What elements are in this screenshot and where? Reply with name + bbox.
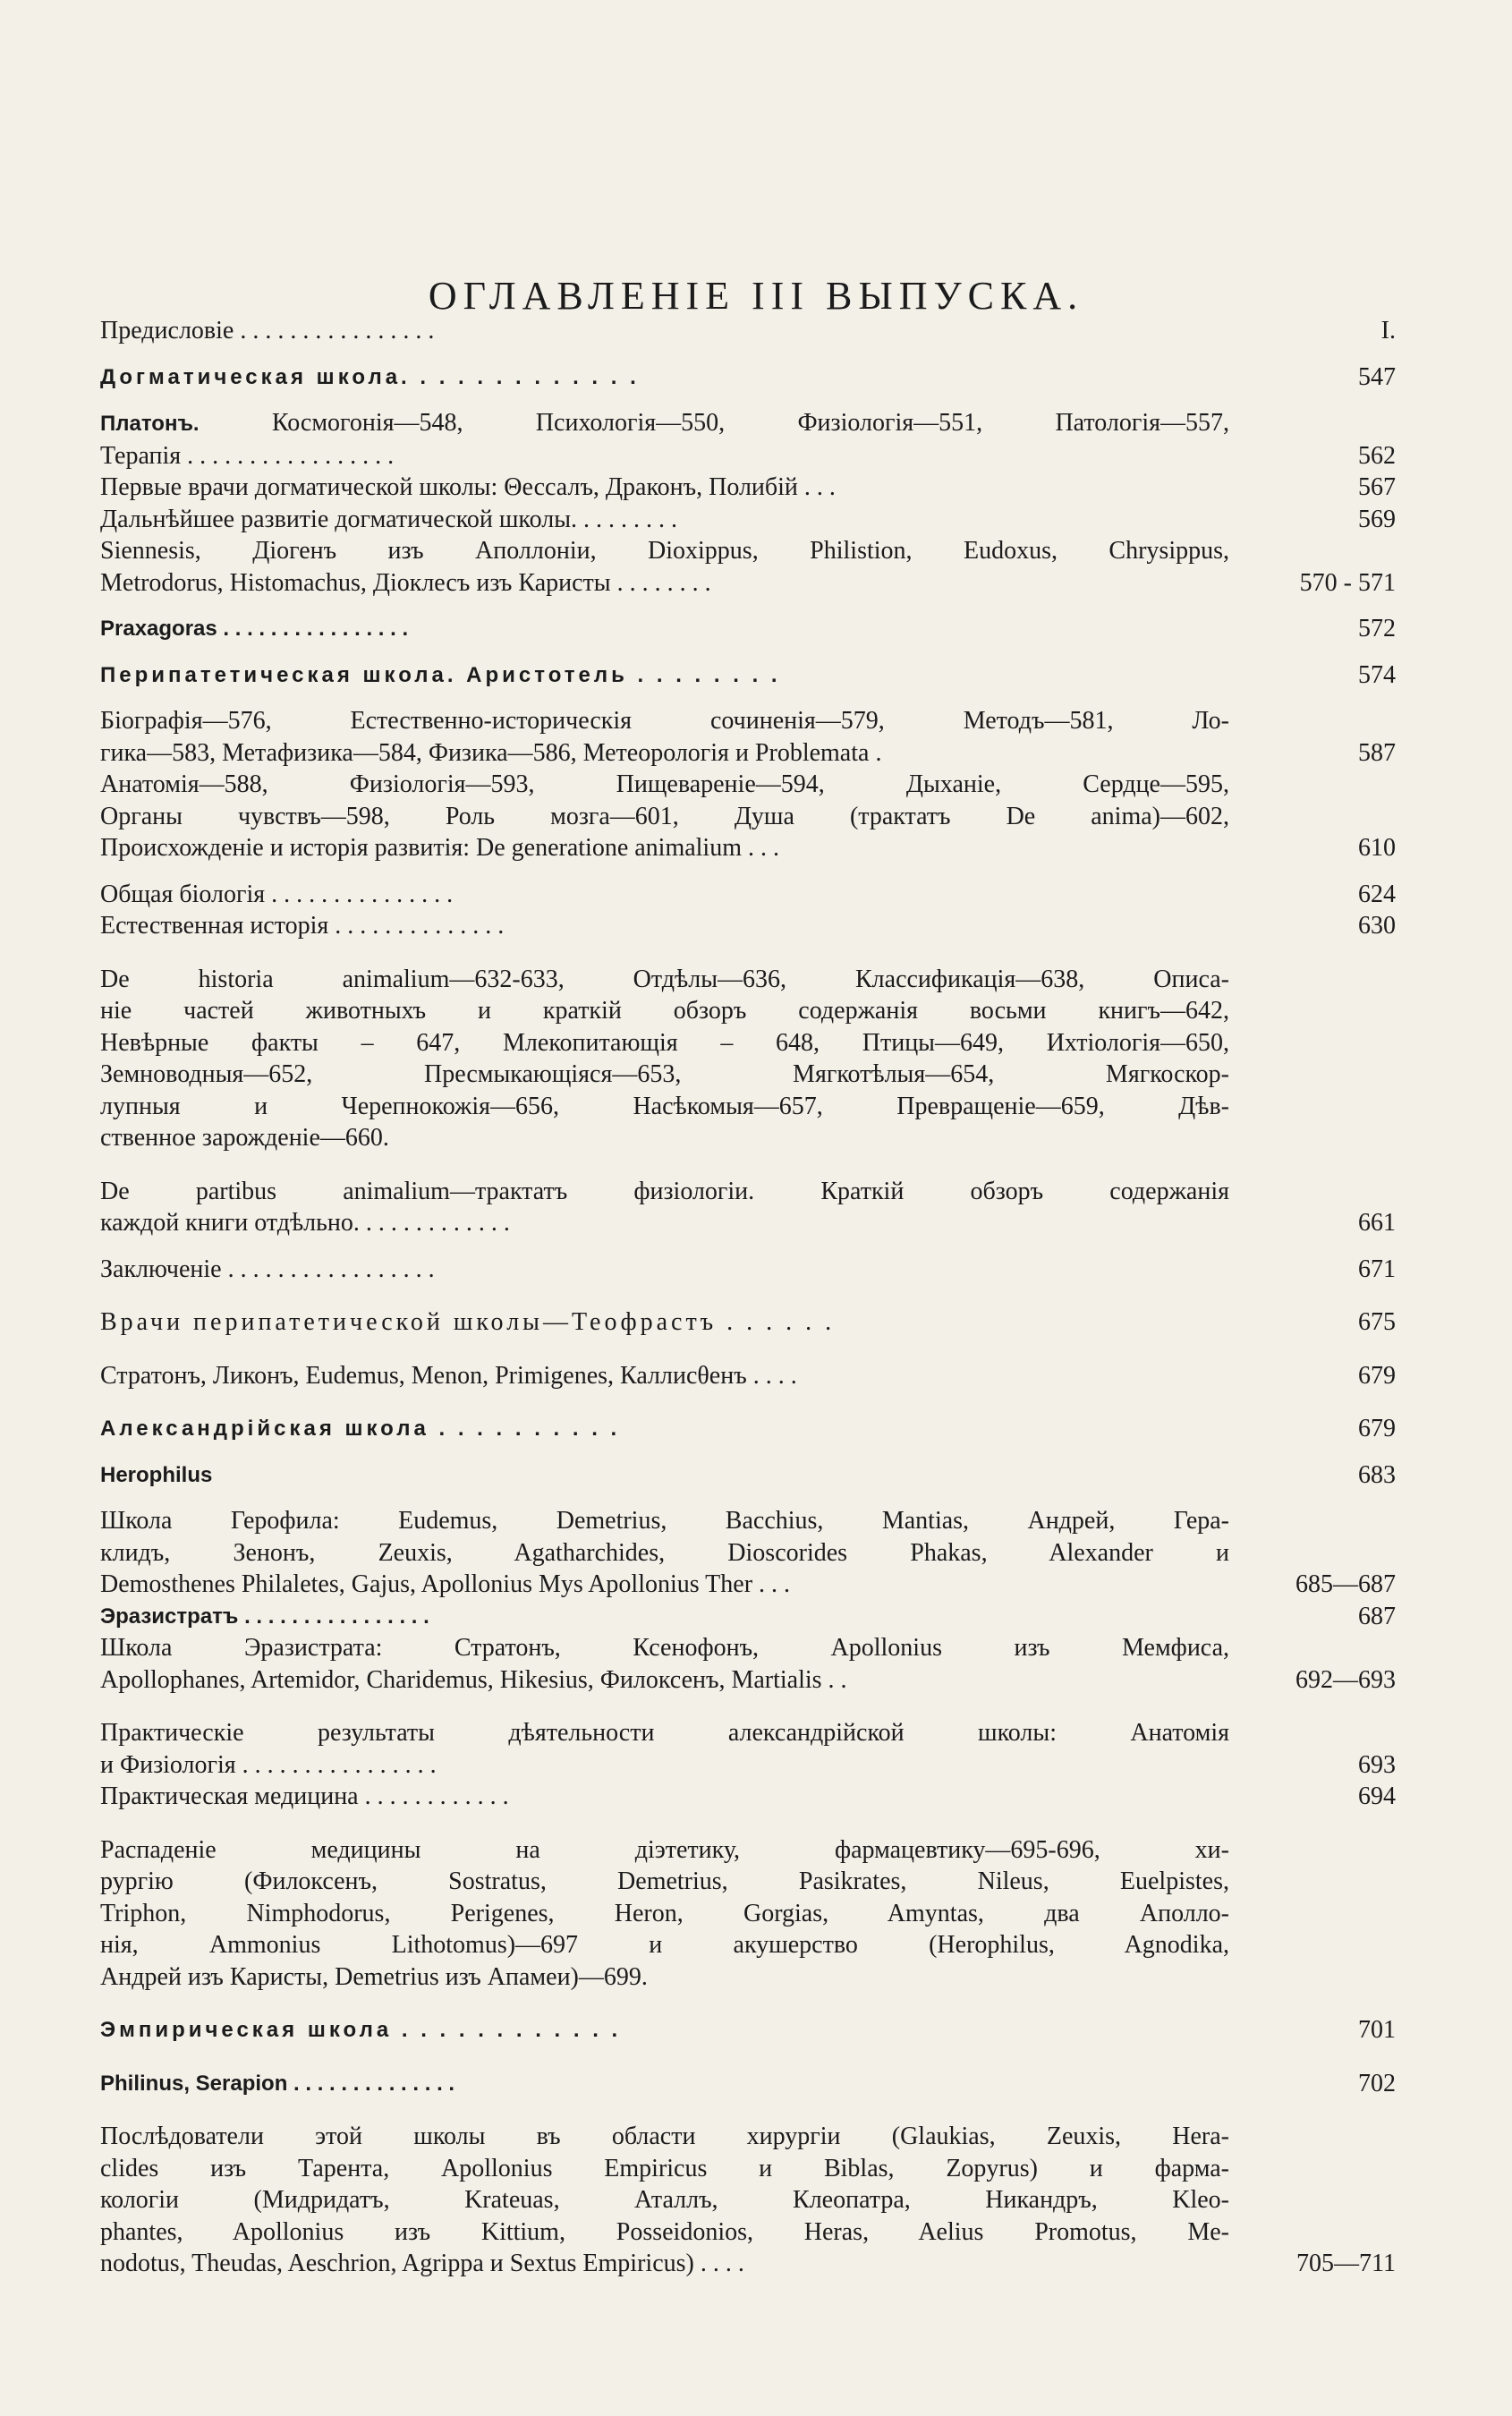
- toc-line: Александрійская школа . . . . . . . . . .: [100, 1416, 621, 1441]
- toc-page-number: 687: [1358, 1602, 1396, 1630]
- toc-line: гика—583, Метафизика—584, Физика—586, Метеорологія и Problemata .: [100, 738, 882, 767]
- toc-entry: [100, 659, 1396, 692]
- toc-line: рургію (Филоксенъ, Sostratus, Demetrius, Pasikrates, Nileus, Euelpistes,: [100, 1867, 1229, 1895]
- toc-line: clides изъ Тарента, Apollonius Empiricus и Biblas, Zopyrus) и фарма-: [100, 2154, 1229, 2182]
- toc-line: Siennesis, Діогенъ изъ Аполлоніи, Dioxippus, Philistion, Eudoxus, Chrysippus,: [100, 537, 1229, 565]
- toc-entry: [100, 1254, 1396, 1286]
- toc-line: Philinus, Serapion . . . . . . . . . . . . . .: [100, 2071, 455, 2096]
- toc-entry-text: [100, 1306, 1229, 1339]
- toc-line: Первые врачи догматической школы: Θессалъ, Драконъ, Полибій . . .: [100, 473, 836, 501]
- toc-entry: [100, 1781, 1396, 1813]
- toc-entry: [100, 705, 1396, 769]
- toc-line: Школа Эразистрата: Стратонъ, Ксенофонъ, Apollonius изъ Мемфиса,: [100, 1634, 1229, 1662]
- toc-entry: [100, 769, 1396, 864]
- toc-line: Терапія . . . . . . . . . . . . . . . . .: [100, 441, 395, 470]
- toc-line: Врачи перипатетической школы—Теофрастъ . . . . . .: [100, 1308, 836, 1336]
- toc-line: De historia animalium—632-633, Отдѣлы—636, Классификація—638, Описа-: [100, 965, 1229, 993]
- toc-entry: [100, 1413, 1396, 1445]
- toc-line: ственное зарожденіе—660.: [100, 1124, 389, 1152]
- toc-page-number: 679: [1358, 1361, 1396, 1390]
- toc-page-number: 679: [1358, 1415, 1396, 1442]
- toc-line: Органы чувствъ—598, Роль мозга—601, Душа (трактатъ De anima)—602,: [100, 802, 1229, 830]
- toc-line: Предисловіе . . . . . . . . . . . . . . . .: [100, 317, 435, 345]
- toc-entry-text: [100, 2014, 1229, 2046]
- toc-page-number: 630: [1358, 912, 1396, 940]
- toc-page-number: 624: [1358, 880, 1396, 908]
- toc-entry-text: [100, 1360, 1229, 1392]
- page-title: ОГЛАВЛЕНІЕ III ВЫПУСКА.: [428, 274, 1084, 319]
- toc-entry: [100, 407, 1396, 472]
- toc-page-number: 675: [1358, 1308, 1396, 1336]
- toc-line: Заключеніе . . . . . . . . . . . . . . . . .: [100, 1255, 435, 1283]
- toc-page-number: 685—687: [1295, 1570, 1396, 1598]
- toc-entry: [100, 362, 1396, 394]
- toc-line: Естественная исторія . . . . . . . . . . . . . .: [100, 912, 505, 940]
- toc-line: Происхожденіе и исторія развитія: De generatione animalium . . .: [100, 834, 779, 862]
- toc-entry-text: [100, 362, 1229, 394]
- toc-page-number: 547: [1358, 362, 1396, 391]
- toc-entry-text: [100, 1717, 1229, 1781]
- toc-entry-text: [100, 659, 1229, 692]
- toc-page-number: 671: [1358, 1255, 1396, 1283]
- toc-line: nodotus, Theudas, Aeschrion, Agrippa и Sextus Empiricus) . . . .: [100, 2250, 744, 2277]
- toc-line: Herophilus: [100, 1462, 213, 1487]
- toc-line: каждой книги отдѣльно. . . . . . . . . . . . .: [100, 1209, 510, 1237]
- toc-entry: [100, 1176, 1396, 1239]
- toc-entry-text: [100, 964, 1229, 1154]
- toc-entry-text: [100, 315, 1229, 347]
- toc-entry-text: [100, 1413, 1229, 1445]
- toc-line: и Физіологія . . . . . . . . . . . . . . . .: [100, 1750, 437, 1779]
- table-of-contents: [100, 315, 1396, 2280]
- toc-page-number: 572: [1358, 615, 1396, 642]
- toc-page-number: 570 - 571: [1299, 568, 1396, 597]
- toc-line: Эразистратъ . . . . . . . . . . . . . . . .: [100, 1604, 429, 1629]
- toc-line: Triphon, Nimphodorus, Perigenes, Heron, Gorgias, Amyntas, два Аполло-: [100, 1899, 1229, 1927]
- toc-page-number: 705—711: [1296, 2250, 1396, 2277]
- toc-line: Apollophanes, Artemidor, Charidemus, Hikesius, Филоксенъ, Martialis . .: [100, 1665, 847, 1694]
- toc-line: Андрей изъ Каристы, Demetrius изъ Апамеи)—699.: [100, 1962, 648, 1991]
- toc-page-number: I.: [1380, 317, 1396, 345]
- toc-line: Практическая медицина . . . . . . . . . . . .: [100, 1782, 509, 1810]
- toc-line: Перипатетическая школа. Аристотель . . . . . . . .: [100, 662, 781, 687]
- toc-line: лупныя и Черепнокожія—656, Насѣкомыя—657, Превращеніе—659, Дѣв-: [100, 1092, 1229, 1120]
- toc-entry: [100, 2121, 1396, 2280]
- toc-entry: [100, 2014, 1396, 2046]
- toc-line: Біографія—576, Естественно-историческія сочиненія—579, Методъ—581, Ло-: [100, 707, 1229, 735]
- toc-entry-text: [100, 2068, 1229, 2100]
- toc-entry-text: [100, 910, 1229, 942]
- toc-page-number: 692—693: [1295, 1665, 1396, 1694]
- toc-entry-text: [100, 1601, 1229, 1633]
- toc-entry-text: [100, 1459, 1229, 1492]
- toc-line: Школа Герофила: Eudemus, Demetrius, Bacchius, Mantias, Андрей, Гера-: [100, 1507, 1229, 1535]
- toc-entry: [100, 315, 1396, 347]
- toc-entry-text: [100, 1254, 1229, 1286]
- toc-line: phantes, Apollonius изъ Kittium, Posseidonios, Heras, Aelius Promotus, Me-: [100, 2217, 1229, 2246]
- toc-line: Demosthenes Philaletes, Gajus, Apollonius Mys Apollonius Ther . . .: [100, 1570, 791, 1598]
- toc-entry-text: [100, 2121, 1229, 2280]
- toc-entry: [100, 1360, 1396, 1392]
- toc-entry: [100, 1459, 1396, 1492]
- toc-entry: [100, 1505, 1396, 1601]
- toc-entry-text: [100, 1834, 1229, 1994]
- toc-line: Земноводныя—652, Пресмыкающіяся—653, Мягкотѣлыя—654, Мягкоскор-: [100, 1060, 1229, 1088]
- toc-entry: [100, 879, 1396, 911]
- toc-entry: [100, 1834, 1396, 1994]
- toc-entry-text: [100, 472, 1229, 504]
- toc-entry-text: [100, 407, 1229, 472]
- toc-entry-text: [100, 1176, 1229, 1239]
- toc-line: Metrodorus, Histomachus, Діоклесъ изъ Каристы . . . . . . . .: [100, 568, 711, 597]
- toc-page-number: 567: [1358, 473, 1396, 501]
- toc-entry-text: [100, 1781, 1229, 1813]
- toc-entry-text: [100, 879, 1229, 911]
- toc-line: нія, Ammonius Lithotomus)—697 и акушерство (Herophilus, Agnodika,: [100, 1931, 1229, 1959]
- toc-entry-text: [100, 705, 1229, 769]
- toc-line: Praxagoras . . . . . . . . . . . . . . . .: [100, 617, 409, 641]
- toc-line: Догматическая школа. . . . . . . . . . . . .: [100, 364, 640, 389]
- toc-entry: [100, 2068, 1396, 2100]
- toc-line: Платонъ. Космогонія—548, Психологія—550, Физіологія—551, Патологія—557,: [100, 409, 1229, 437]
- toc-page-number: 683: [1358, 1460, 1396, 1489]
- toc-line: Стратонъ, Ликонъ, Eudemus, Menon, Primigenes, Каллисθенъ . . . .: [100, 1361, 797, 1390]
- toc-page-number: 661: [1358, 1209, 1396, 1237]
- toc-entry: [100, 1632, 1396, 1696]
- toc-entry: [100, 964, 1396, 1154]
- toc-page-number: 569: [1358, 505, 1396, 533]
- toc-page-number: 610: [1358, 834, 1396, 862]
- toc-entry-text: [100, 769, 1229, 864]
- toc-line: клидъ, Зенонъ, Zeuxis, Agatharchides, Dioscorides Phakas, Alexander и: [100, 1538, 1229, 1567]
- toc-line: Общая біологія . . . . . . . . . . . . . . .: [100, 880, 454, 908]
- toc-line: De partibus animalium—трактатъ физіологіи. Краткій обзоръ содержанія: [100, 1177, 1229, 1205]
- toc-line: Эмпирическая школа . . . . . . . . . . . .: [100, 2018, 622, 2042]
- toc-entry: [100, 535, 1396, 599]
- toc-line: Дальнѣйшее развитіе догматической школы. . . . . . . . .: [100, 505, 678, 533]
- toc-page-number: 562: [1358, 441, 1396, 470]
- toc-entry: [100, 472, 1396, 504]
- toc-page-number: 694: [1358, 1782, 1396, 1810]
- toc-entry: [100, 1601, 1396, 1633]
- toc-entry-text: [100, 1505, 1229, 1601]
- toc-entry-text: [100, 613, 1229, 645]
- toc-entry: [100, 1717, 1396, 1781]
- toc-line: кологіи (Мидридатъ, Krateuas, Аталлъ, Клеопатра, Никандръ, Kleo-: [100, 2186, 1229, 2214]
- toc-line: ніе частей животныхъ и краткій обзоръ содержанія восьми книгъ—642,: [100, 997, 1229, 1025]
- toc-page-number: 574: [1358, 660, 1396, 689]
- toc-entry: [100, 613, 1396, 645]
- toc-line: Послѣдователи этой школы въ области хирургіи (Glaukias, Zeuxis, Hera-: [100, 2123, 1229, 2150]
- toc-entry: [100, 910, 1396, 942]
- toc-line: Анатомія—588, Физіологія—593, Пищевареніе—594, Дыханіе, Сердце—595,: [100, 770, 1229, 798]
- toc-entry-text: [100, 1632, 1229, 1696]
- toc-entry-text: [100, 504, 1229, 536]
- toc-line: Распаденіе медицины на діэтетику, фармацевтику—695-696, хи-: [100, 1835, 1229, 1864]
- toc-page-number: 587: [1358, 738, 1396, 767]
- toc-page-number: 693: [1358, 1750, 1396, 1779]
- toc-page-number: 702: [1358, 2069, 1396, 2097]
- toc-page-number: 701: [1358, 2016, 1396, 2044]
- toc-line: Невѣрные факты – 647, Млекопитающія – 648, Птицы—649, Ихтіологія—650,: [100, 1028, 1229, 1057]
- toc-line: Практическіе результаты дѣятельности александрійской школы: Анатомія: [100, 1719, 1229, 1747]
- toc-entry: [100, 1306, 1396, 1339]
- toc-entry: [100, 504, 1396, 536]
- toc-entry-text: [100, 535, 1229, 599]
